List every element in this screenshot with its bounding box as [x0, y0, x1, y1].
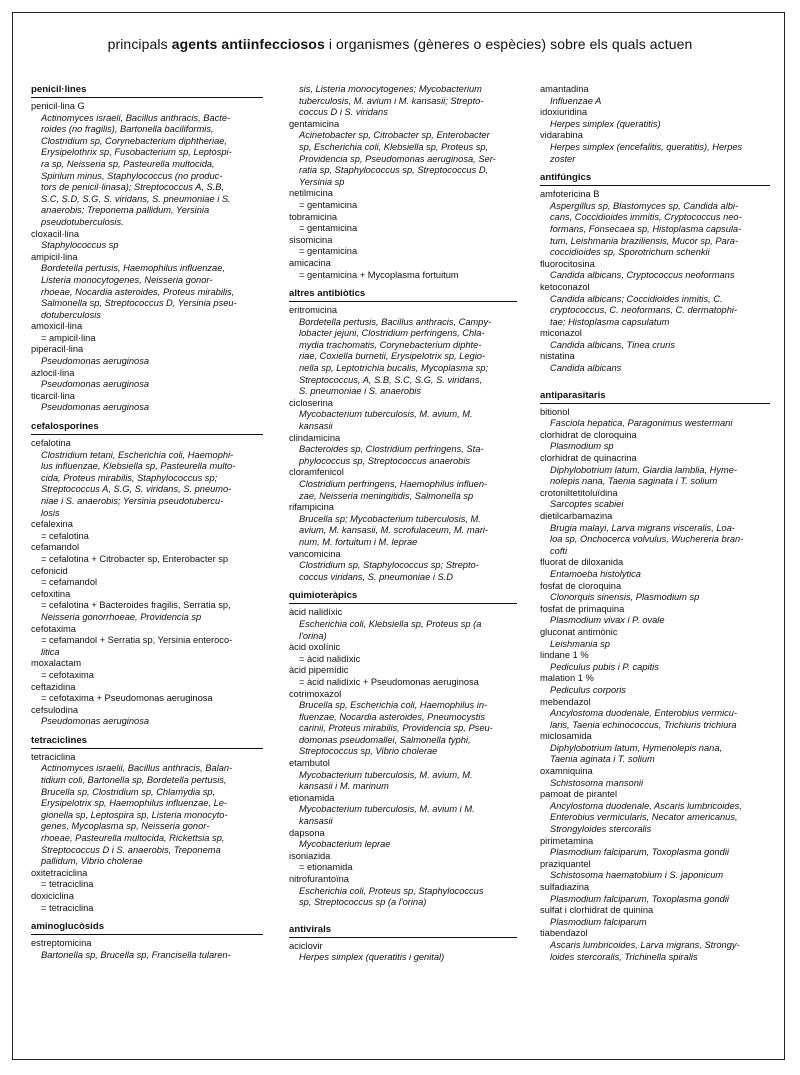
drug-name: cotrimoxazol	[289, 688, 342, 699]
drug-name: amfotericina B	[540, 189, 600, 200]
organism-list: Ancylostoma duodenale, Enterobius vermicu-	[550, 708, 738, 719]
organism-list: pallidum, Vibrio cholerae	[41, 856, 143, 867]
drug-name: estreptomicina	[31, 938, 92, 949]
drug-name: sisomicina	[289, 234, 333, 245]
organism-list: Brucella sp; Mycobacterium tuberculosis, M.	[299, 513, 481, 524]
drug-name: crotoniltetitoluïdina	[540, 487, 618, 498]
drug-name: cloramfenicol	[289, 467, 344, 478]
drug-name: lindane 1 %	[540, 650, 589, 661]
equivalence-line: = gentamicina	[299, 246, 358, 257]
organism-list: Candida albicans; Coccidioides inmitis, C.	[550, 293, 723, 304]
organism-list: Plasmodium falciparum	[550, 916, 647, 927]
organism-list: Plasmodium vivax i P. ovale	[550, 615, 665, 626]
drug-name: àcid nalidíxic	[289, 607, 343, 618]
drug-name: fluorocitosina	[540, 258, 595, 269]
organism-list: cans, Coccidioides immitis, Cryptococcus neo-	[550, 212, 742, 223]
organism-list: Enterobius vermicularis, Necator americanus,	[550, 812, 738, 823]
organism-list: Leishmania sp	[550, 638, 610, 649]
organism-list: Herpes simplex (queratitis i genital)	[299, 952, 445, 963]
organism-list: tuberculosis, M. avium i M. kansasii; Strepto-	[299, 95, 484, 106]
drug-name: tetraciclina	[31, 751, 76, 762]
drug-name: mebendazol	[540, 696, 591, 707]
organism-list: dotuberculosis	[41, 309, 101, 320]
drug-name: pamoat de pirantel	[540, 789, 618, 800]
equivalence-line: = cefotaxima	[41, 669, 94, 680]
organism-list: carinii, Proteus mirabilis, Providencia sp, Pseu-	[299, 723, 493, 734]
organism-list: tae; Histoplasma capsulatum	[550, 316, 670, 327]
organism-list: Schistosoma mansonii	[550, 777, 644, 788]
drug-name: ticarcil·lina	[31, 390, 75, 401]
equivalence-line: = tetraciclina	[41, 902, 94, 913]
organism-list: loides stercoralis, Trichinella spiralis	[550, 951, 698, 962]
drug-name: sulfat i clorhidrat de quinina	[540, 905, 654, 916]
equivalence-line: = àcid nalidíxic	[299, 653, 361, 664]
organism-list: zoster	[550, 153, 576, 164]
equivalence-line: = cefamandol + Serratia sp, Yersinia enteroco-	[41, 635, 233, 646]
column-2	[289, 84, 517, 964]
organism-list: Clostridium tetani, Escherichia coli, Haemophi-	[41, 449, 234, 460]
organism-list: loa sp, Onchocerca volvulus, Wuchereria bran-	[550, 534, 744, 545]
organism-list: Herpes simplex (encefalitis, queratitis), Herpes	[550, 141, 743, 152]
organism-list: Escherichia coli, Proteus sp, Staphylococcus	[299, 885, 484, 896]
drug-name: cefalotina	[31, 438, 71, 449]
drug-name: rifampicina	[289, 502, 334, 513]
organism-list: roides (no fragilis), Bartonella baciliformis,	[41, 124, 214, 135]
organism-list: Bartonella sp, Brucella sp, Francisella tularen-	[41, 949, 231, 960]
drug-name: amicacina	[289, 257, 331, 268]
organism-list: Clostridium perfringens, Haemophilus influen-	[299, 479, 488, 489]
drug-name: aciclovir	[289, 940, 323, 951]
organism-list: domonas pseudomallei, Salmonella typhi,	[299, 734, 471, 745]
equivalence-line: = gentamicina	[299, 199, 358, 210]
organism-list: anaerobis; Treponema pallidum, Yersinia	[41, 205, 210, 216]
drug-name: cefoxitina	[31, 588, 71, 599]
equivalence-line: = ampicil·lina	[41, 332, 96, 343]
organism-list: cida, Proteus mirabilis, Staphylococcus sp;	[41, 472, 218, 483]
organism-list: zae, Neisseria meningitidis, Salmonella sp	[299, 490, 474, 501]
organism-list: Clonorquis sinensis, Plasmodium sp	[550, 592, 700, 603]
drug-name: clorhidrat de quinacrina	[540, 453, 637, 464]
organism-list: rhoeae, Pasteurella multocida, Rickettsia sp,	[41, 833, 225, 844]
drug-name: vidarabina	[540, 130, 583, 141]
organism-list: Clostridium sp, Corynebacterium diphtheriae,	[41, 135, 228, 146]
organism-list: Actinomyces israeli, Bacillus anthracis, Bacte-	[41, 112, 231, 123]
drug-name: oxamniquina	[540, 766, 593, 777]
organism-list: Influenzae A	[550, 95, 602, 106]
organism-list: Yersinia sp	[299, 176, 345, 187]
equivalence-line: = gentamicina + Mycoplasma fortuitum	[299, 269, 459, 280]
organism-list: Plasmodium sp	[550, 441, 614, 452]
drug-name: nitrofurantoïna	[289, 874, 349, 884]
organism-list: gionella sp, Leptospira sp, Listeria monocyto-	[41, 809, 228, 820]
organism-list: num, M. fortuitum i M. leprae	[299, 536, 418, 547]
organism-list: formans, Fonsecaea sp, Histoplasma capsula-	[550, 223, 742, 234]
organism-list: Bacteroides sp, Clostridium perfringens, Sta-	[299, 444, 484, 455]
drug-name: tobramicina	[289, 211, 338, 222]
drug-name: moxalactam	[31, 658, 82, 669]
organism-list: lobacter jejuni, Clostridium perfringens, Chla-	[299, 328, 485, 339]
equivalence-line: = cefotaxima + Pseudomonas aeruginosa	[41, 693, 213, 704]
section-heading: aminoglucòsids	[31, 921, 263, 935]
organism-list: Mycobacterium tuberculosis, M. avium, M.	[299, 409, 473, 420]
organism-list: losis	[41, 507, 60, 518]
section-heading: altres antibiòtics	[289, 288, 517, 302]
equivalence-line: = tetraciclina	[41, 879, 94, 890]
drug-name: eritromicina	[289, 305, 338, 316]
section-heading: quimioteràpics	[289, 590, 517, 604]
drug-name: etambutol	[289, 758, 330, 769]
equivalence-line: = cefalotina + Citrobacter sp, Enterobacter sp	[41, 553, 229, 564]
drug-name: àcid oxolínic	[289, 642, 341, 653]
organism-list: Pediculus pubis i P. capitis	[550, 661, 659, 672]
organism-list: Mycobacterium leprae	[299, 839, 391, 850]
organism-list: Streptococcus D i S. anaerobis, Treponema	[41, 844, 221, 855]
drug-name: sulfadiazina	[540, 882, 590, 892]
drug-name: ceftazidina	[31, 681, 76, 692]
organism-list: Erysipelotrix sp, Haemophilus influenzae, Le-	[41, 798, 228, 809]
organism-list: nolepis nana, Taenia saginata i T. solium	[550, 476, 718, 487]
organism-list: fluenzae, Nocardia asteroides, Pneumocystis	[299, 711, 486, 722]
section-heading: tetraciclines	[31, 735, 263, 749]
drug-name: fluorat de diloxanida	[540, 557, 624, 568]
organism-list: Pseudomonas aeruginosa	[41, 379, 150, 390]
drug-name: nistatina	[540, 351, 575, 362]
drug-name: fosfat de primaquina	[540, 603, 625, 614]
organism-list: Pseudomonas aeruginosa	[41, 716, 150, 727]
drug-name: cefonicid	[31, 565, 68, 576]
drug-name: amantadina	[540, 84, 589, 94]
organism-list: tidium coli, Bartonella sp, Bordetella pertusis,	[41, 775, 227, 786]
organism-list: ratia sp, Staphylococcus sp, Streptococcus D,	[299, 165, 489, 176]
organism-list: sis, Listeria monocytogenes; Mycobacterium	[299, 84, 482, 94]
drug-name: miconazol	[540, 328, 582, 339]
organism-list: Sarcoptes scabiei	[550, 499, 624, 510]
drug-name: bitionol	[540, 406, 570, 417]
organism-list: Entamoeba histolytica	[550, 568, 641, 579]
organism-list: coccus D i S. viridans	[299, 107, 388, 118]
organism-list: Spirilum minus, Staphylococcus (no produc-	[41, 170, 223, 181]
organism-list: Providencia sp, Pseudomonas aeruginosa, Ser-	[299, 153, 496, 164]
organism-list: Erysipelothrix sp, Fusobacterium sp, Leptospi-	[41, 147, 232, 158]
organism-list: Diphylobotrium latum, Giardia lamblia, Hyme-	[550, 464, 738, 475]
organism-list: l'orina)	[299, 630, 327, 641]
drug-name: doxiciclina	[31, 891, 74, 901]
drug-name: cefalexina	[31, 519, 73, 530]
organism-list: niae i S. anaerobis; Yersinia pseudotubercu-	[41, 496, 224, 506]
organism-list: coccus viridans, S. pneumoniae i S.D	[299, 571, 453, 582]
organism-list: nella sp, Leptotrichia bucalis, Mycoplasma sp;	[299, 363, 489, 374]
section-heading: antivirals	[289, 924, 517, 938]
equivalence-line: = àcid nalidíxic + Pseudomonas aeruginosa	[299, 676, 479, 687]
organism-list: Bordetella pertusis, Haemophilus influenzae,	[41, 263, 225, 274]
organism-list: S. pneumoniae i S. anaerobis	[299, 386, 421, 397]
organism-list: Plasmodium falciparum, Toxoplasma gondii	[550, 847, 729, 858]
organism-list: Plasmodium falciparum, Toxoplasma gondii	[550, 893, 729, 904]
organism-list: kansasii	[299, 816, 333, 827]
drug-name: malation 1 %	[540, 673, 594, 684]
column-3	[540, 84, 770, 963]
equivalence-line: = etionamida	[299, 862, 353, 873]
drug-name: gentamicina	[289, 118, 340, 129]
section-heading: antifúngics	[540, 172, 770, 186]
equivalence-line: = cefamandol	[41, 577, 98, 588]
drug-name: praziquantel	[540, 858, 591, 869]
drug-name: dietilcarbamazina	[540, 511, 613, 521]
drug-name: cicloserina	[289, 397, 333, 408]
drug-name: netilmicina	[289, 188, 333, 199]
drug-name: pirimetamina	[540, 835, 594, 846]
organism-list: cryptococcus, C. neoformans, C. dermatophi-	[550, 305, 738, 316]
drug-name: isoniazida	[289, 850, 331, 861]
organism-list: Clostridium sp, Staphylococcus sp; Strepto-	[299, 560, 479, 571]
organism-list: Aspergillus sp, Blastomyces sp, Candida albi-	[550, 200, 739, 211]
organism-list: avium, M. kansasii, M. scrofulaceum, M. mari-	[299, 525, 489, 536]
organism-list: rhoeae, Nocardia asteroides, Proteus mirabilis,	[41, 286, 235, 297]
organism-list: Bordetella pertusis, Bacillus anthracis, Campy-	[299, 316, 492, 327]
organism-list: Mycobacterium tuberculosis, M. avium i M.	[299, 804, 475, 815]
title-prefix: principals	[107, 36, 172, 52]
organism-list: Pseudomonas aeruginosa	[41, 356, 150, 367]
drug-name: fosfat de cloroquina	[540, 580, 622, 591]
organism-list: Brucella sp, Clostridium sp, Chlamydia sp,	[41, 786, 216, 797]
drug-name: àcid pipemídic	[289, 665, 349, 676]
drug-name: clorhidrat de cloroquina	[540, 429, 637, 440]
drug-name: ketoconazol	[540, 281, 590, 292]
drug-name: ampicil·lina	[31, 251, 78, 262]
drug-name: penicil·lina G	[31, 101, 85, 111]
spacer	[289, 909, 517, 917]
organism-list: Brugia malayi, Larva migrans visceralis, Loa-	[550, 522, 735, 533]
organism-list: sp, Escherichia coli, Klebsiella sp, Proteus sp,	[299, 141, 489, 152]
drug-name: clindamicina	[289, 432, 341, 443]
equivalence-line: = cefalotina	[41, 530, 89, 541]
title-bold: agents antiinfecciosos	[171, 36, 325, 52]
organism-list: Ascaris lumbricoides, Larva migrans, Strongy-	[550, 939, 740, 950]
organism-list: Fasciola hepatica, Paragonimus westermani	[550, 418, 733, 429]
organism-list: Candida albicans, Cryptococcus neoformans	[550, 270, 735, 281]
title-suffix: i organismes (gèneres o espècies) sobre els quals actuen	[324, 36, 693, 52]
organism-list: mydia trachomatis, Corynebacterium diphte-	[299, 339, 482, 350]
section-heading: penicil·lines	[31, 84, 263, 98]
organism-list: Taenia aginata i T. solium	[550, 754, 655, 765]
organism-list: Candida albicans, Tinea cruris	[550, 339, 675, 350]
drug-name: cefotaxima	[31, 623, 76, 634]
organism-list: Diphylobotrium latum, Hymenolepis nana,	[550, 742, 723, 753]
organism-list: genes, Mycoplasma sp, Neisseria gonor-	[41, 821, 210, 832]
organism-list: Schistosoma haematobium i S. japonicum	[550, 870, 724, 881]
drug-name: vancomicina	[289, 548, 341, 559]
organism-list: Strongyloides stercoralis	[550, 824, 652, 835]
drug-name: piperacil·lina	[31, 344, 84, 355]
organism-list: kansasii i M. marinum	[299, 781, 389, 792]
organism-list: phylococcus sp, Streptococcus anaerobis	[299, 455, 471, 466]
organism-list: riae, Coxiella burnetii, Erysipelotrix sp, Legio-	[299, 351, 486, 362]
organism-list: Candida albicans	[550, 363, 622, 374]
spacer	[540, 375, 770, 383]
organism-list: S.C, S.D, S.G, S. viridans, S. pneumoniae i S.	[41, 193, 231, 204]
equivalence-line: = cefalotina + Bacteroides fragilis, Serratia sp,	[41, 600, 231, 611]
drug-name: azlocil·lina	[31, 367, 75, 378]
organism-list: coccidioides sp, Sporotrichum schenkii	[550, 247, 710, 258]
drug-name: amoxicil·lina	[31, 321, 83, 332]
organism-list: Brucella sp, Escherichia coli, Haemophilus in-	[299, 700, 488, 711]
organism-list: Streptococcus A, S.G, S. viridans, S. pneumo-	[41, 484, 232, 495]
organism-list: Streptococcus, A, S.B, S.C, S.G, S. viridans,	[299, 374, 483, 385]
organism-list: tum, Leishmania braziliensis, Mucor sp, Para-	[550, 235, 739, 246]
drug-name: tiabendazol	[540, 928, 588, 939]
drug-name: dapsona	[289, 827, 325, 838]
organism-list: Pseudomonas aeruginosa	[41, 402, 150, 413]
organism-list: Acinetobacter sp, Citrobacter sp, Enterobacter	[299, 130, 490, 141]
organism-list: Ancylostoma duodenale, Ascaris lumbricoides,	[550, 800, 742, 811]
organism-list: tors de penicil·linasa); Streptococcus A, S.B,	[41, 182, 225, 193]
organism-list: Neisseria gonorrhoeae, Providencia sp	[41, 611, 202, 622]
drug-name: cefsulodina	[31, 704, 79, 715]
organism-list: sp, Streptococcus sp (a l'orina)	[299, 897, 427, 908]
organism-list: Pediculus corporis	[550, 684, 626, 695]
drug-name: oxitetraciclina	[31, 867, 88, 878]
drug-name: cloxacil·lina	[31, 228, 80, 239]
section-heading: antiparasitaris	[540, 390, 770, 404]
organism-list: Streptococcus sp, Vibrio cholerae	[299, 746, 438, 757]
organism-list: kansasii	[299, 421, 333, 432]
organism-list: pseudotuberculosis.	[41, 216, 124, 227]
page-title	[0, 36, 800, 52]
section-heading: cefalosporines	[31, 421, 263, 435]
drug-name: cefamandol	[31, 542, 80, 553]
organism-list: Herpes simplex (queratitis)	[550, 118, 661, 129]
organism-list: laris, Taenia echinococcus, Trichiuris trichiura	[550, 719, 737, 730]
organism-list: litica	[41, 646, 60, 657]
organism-list: Mycobacterium tuberculosis, M. avium, M.	[299, 769, 473, 780]
organism-list: Staphylococcus sp	[41, 240, 119, 251]
organism-list: Salmonella sp, Streptococcus D, Yersinia pseu-	[41, 298, 237, 309]
organism-list: Actinomyces israelii, Bacillus anthracis, Balan-	[41, 763, 233, 774]
drug-name: gluconat antimònic	[540, 626, 618, 637]
column-1	[31, 84, 263, 961]
organism-list: Escherichia coli, Klebsiella sp, Proteus sp (a	[299, 618, 482, 629]
drug-name: etionamida	[289, 792, 335, 803]
organism-list: Listeria monocytogenes, Neisseria gonor-	[41, 274, 213, 285]
organism-list: cofti	[550, 545, 568, 556]
organism-list: lus influenzae, Klebsiella sp, Pasteurella multo-	[41, 461, 236, 472]
equivalence-line: = gentamicina	[299, 223, 358, 234]
drug-name: miclosamida	[540, 731, 592, 742]
organism-list: ra sp, Neisseria sp, Pasteurella multocida,	[41, 158, 215, 169]
drug-name: idoxiuridina	[540, 107, 588, 118]
